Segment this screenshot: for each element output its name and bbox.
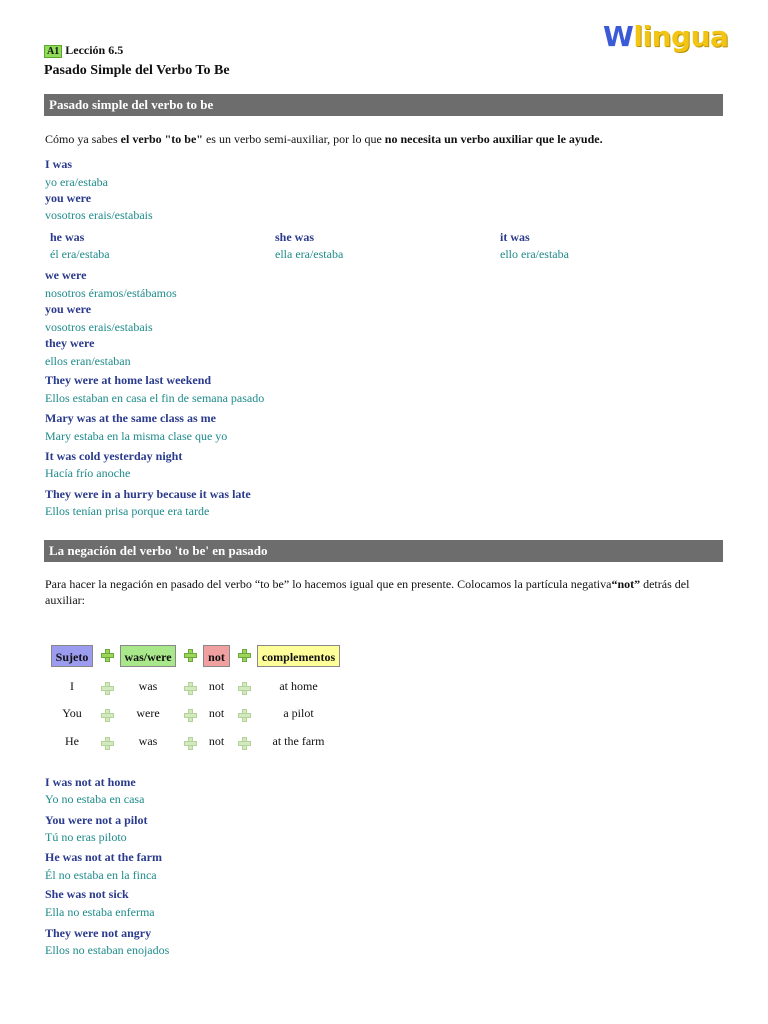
table-header-complements: complementos [257, 645, 340, 667]
column-es: ella era/estaba [275, 247, 344, 261]
example-en: They were not angry [45, 926, 152, 940]
example-en: Mary was at the same class as me [45, 411, 216, 425]
pair-en: we were [45, 268, 87, 282]
wlingua-logo [603, 20, 728, 54]
table-cell: I [70, 679, 74, 693]
pair-en: they were [45, 336, 95, 350]
example-en: I was not at home [45, 775, 136, 789]
example-en: He was not at the farm [45, 850, 162, 864]
plus-icon [238, 737, 250, 749]
example-en: You were not a pilot [45, 813, 148, 827]
plus-icon [184, 682, 196, 694]
example-en: They were in a hurry because it was late [45, 487, 251, 501]
table-cell: You [62, 706, 82, 720]
table-header-verb: was/were [120, 645, 176, 667]
plus-icon [238, 649, 250, 661]
column-es: él era/estaba [50, 247, 110, 261]
column-en: he was [50, 230, 85, 244]
table-cell: was [138, 679, 158, 693]
section1-heading: Pasado simple del verbo to be [44, 94, 723, 116]
level-badge: A1 [44, 45, 62, 58]
column-es: ello era/estaba [500, 247, 569, 261]
table-cell: not [208, 734, 225, 748]
plus-icon [101, 709, 113, 721]
table-cell: He [65, 734, 79, 748]
example-es: Él no estaba en la finca [45, 868, 157, 882]
plus-icon [101, 682, 113, 694]
pair-en: you were [45, 302, 92, 316]
plus-icon [184, 737, 196, 749]
example-es: Hacía frío anoche [45, 466, 131, 480]
table-cell: not [208, 706, 225, 720]
table-header-subject: Sujeto [51, 645, 93, 667]
table-cell: a pilot [283, 706, 314, 720]
logo-rest: lingua [633, 20, 729, 53]
lesson-line [44, 43, 123, 58]
example-en: She was not sick [45, 887, 129, 901]
example-en: They were at home last weekend [45, 373, 212, 387]
table-cell: at home [279, 679, 318, 693]
pair-es: vosotros erais/estabais [45, 320, 153, 334]
example-es: Ellos tenían prisa porque era tarde [45, 504, 210, 518]
pair-en: you were [45, 191, 92, 205]
table-cell: at the farm [272, 734, 325, 748]
section1-intro: Cómo ya sabes el verbo "to be" es un verbo semi-auxiliar, por lo que no necesita un verbo auxiliar que le ayude. [45, 132, 603, 146]
example-es: Ellos estaban en casa el fin de semana pasado [45, 391, 265, 405]
example-es: Tú no eras piloto [45, 830, 127, 844]
section2-intro: Para hacer la negación en pasado del verbo “to be” lo hacemos igual que en presente. Colocamos la partícula negativa“not” detrás del auxiliar: [45, 577, 690, 607]
logo-w: W [603, 20, 634, 53]
example-es: Yo no estaba en casa [45, 792, 145, 806]
plus-icon [101, 649, 113, 661]
example-es: Mary estaba en la misma clase que yo [45, 429, 228, 443]
example-en: It was cold yesterday night [45, 449, 183, 463]
pair-es: nosotros éramos/estábamos [45, 286, 177, 300]
plus-icon [184, 649, 196, 661]
table-cell: not [208, 679, 225, 693]
pair-es: yo era/estaba [45, 175, 108, 189]
table-header-not: not [203, 645, 230, 667]
example-es: Ella no estaba enferma [45, 905, 155, 919]
column-en: she was [275, 230, 315, 244]
plus-icon [238, 709, 250, 721]
example-es: Ellos no estaban enojados [45, 943, 170, 957]
plus-icon [238, 682, 250, 694]
plus-icon [101, 737, 113, 749]
pair-es: vosotros erais/estabais [45, 208, 153, 222]
table-cell: were [136, 706, 160, 720]
column-en: it was [500, 230, 530, 244]
table-cell: was [138, 734, 158, 748]
page-title: Pasado Simple del Verbo To Be [44, 63, 230, 78]
lesson-number: Lección 6.5 [65, 43, 124, 57]
pair-en: I was [45, 157, 73, 171]
plus-icon [184, 709, 196, 721]
pair-es: ellos eran/estaban [45, 354, 131, 368]
section2-heading: La negación del verbo 'to be' en pasado [44, 540, 723, 562]
